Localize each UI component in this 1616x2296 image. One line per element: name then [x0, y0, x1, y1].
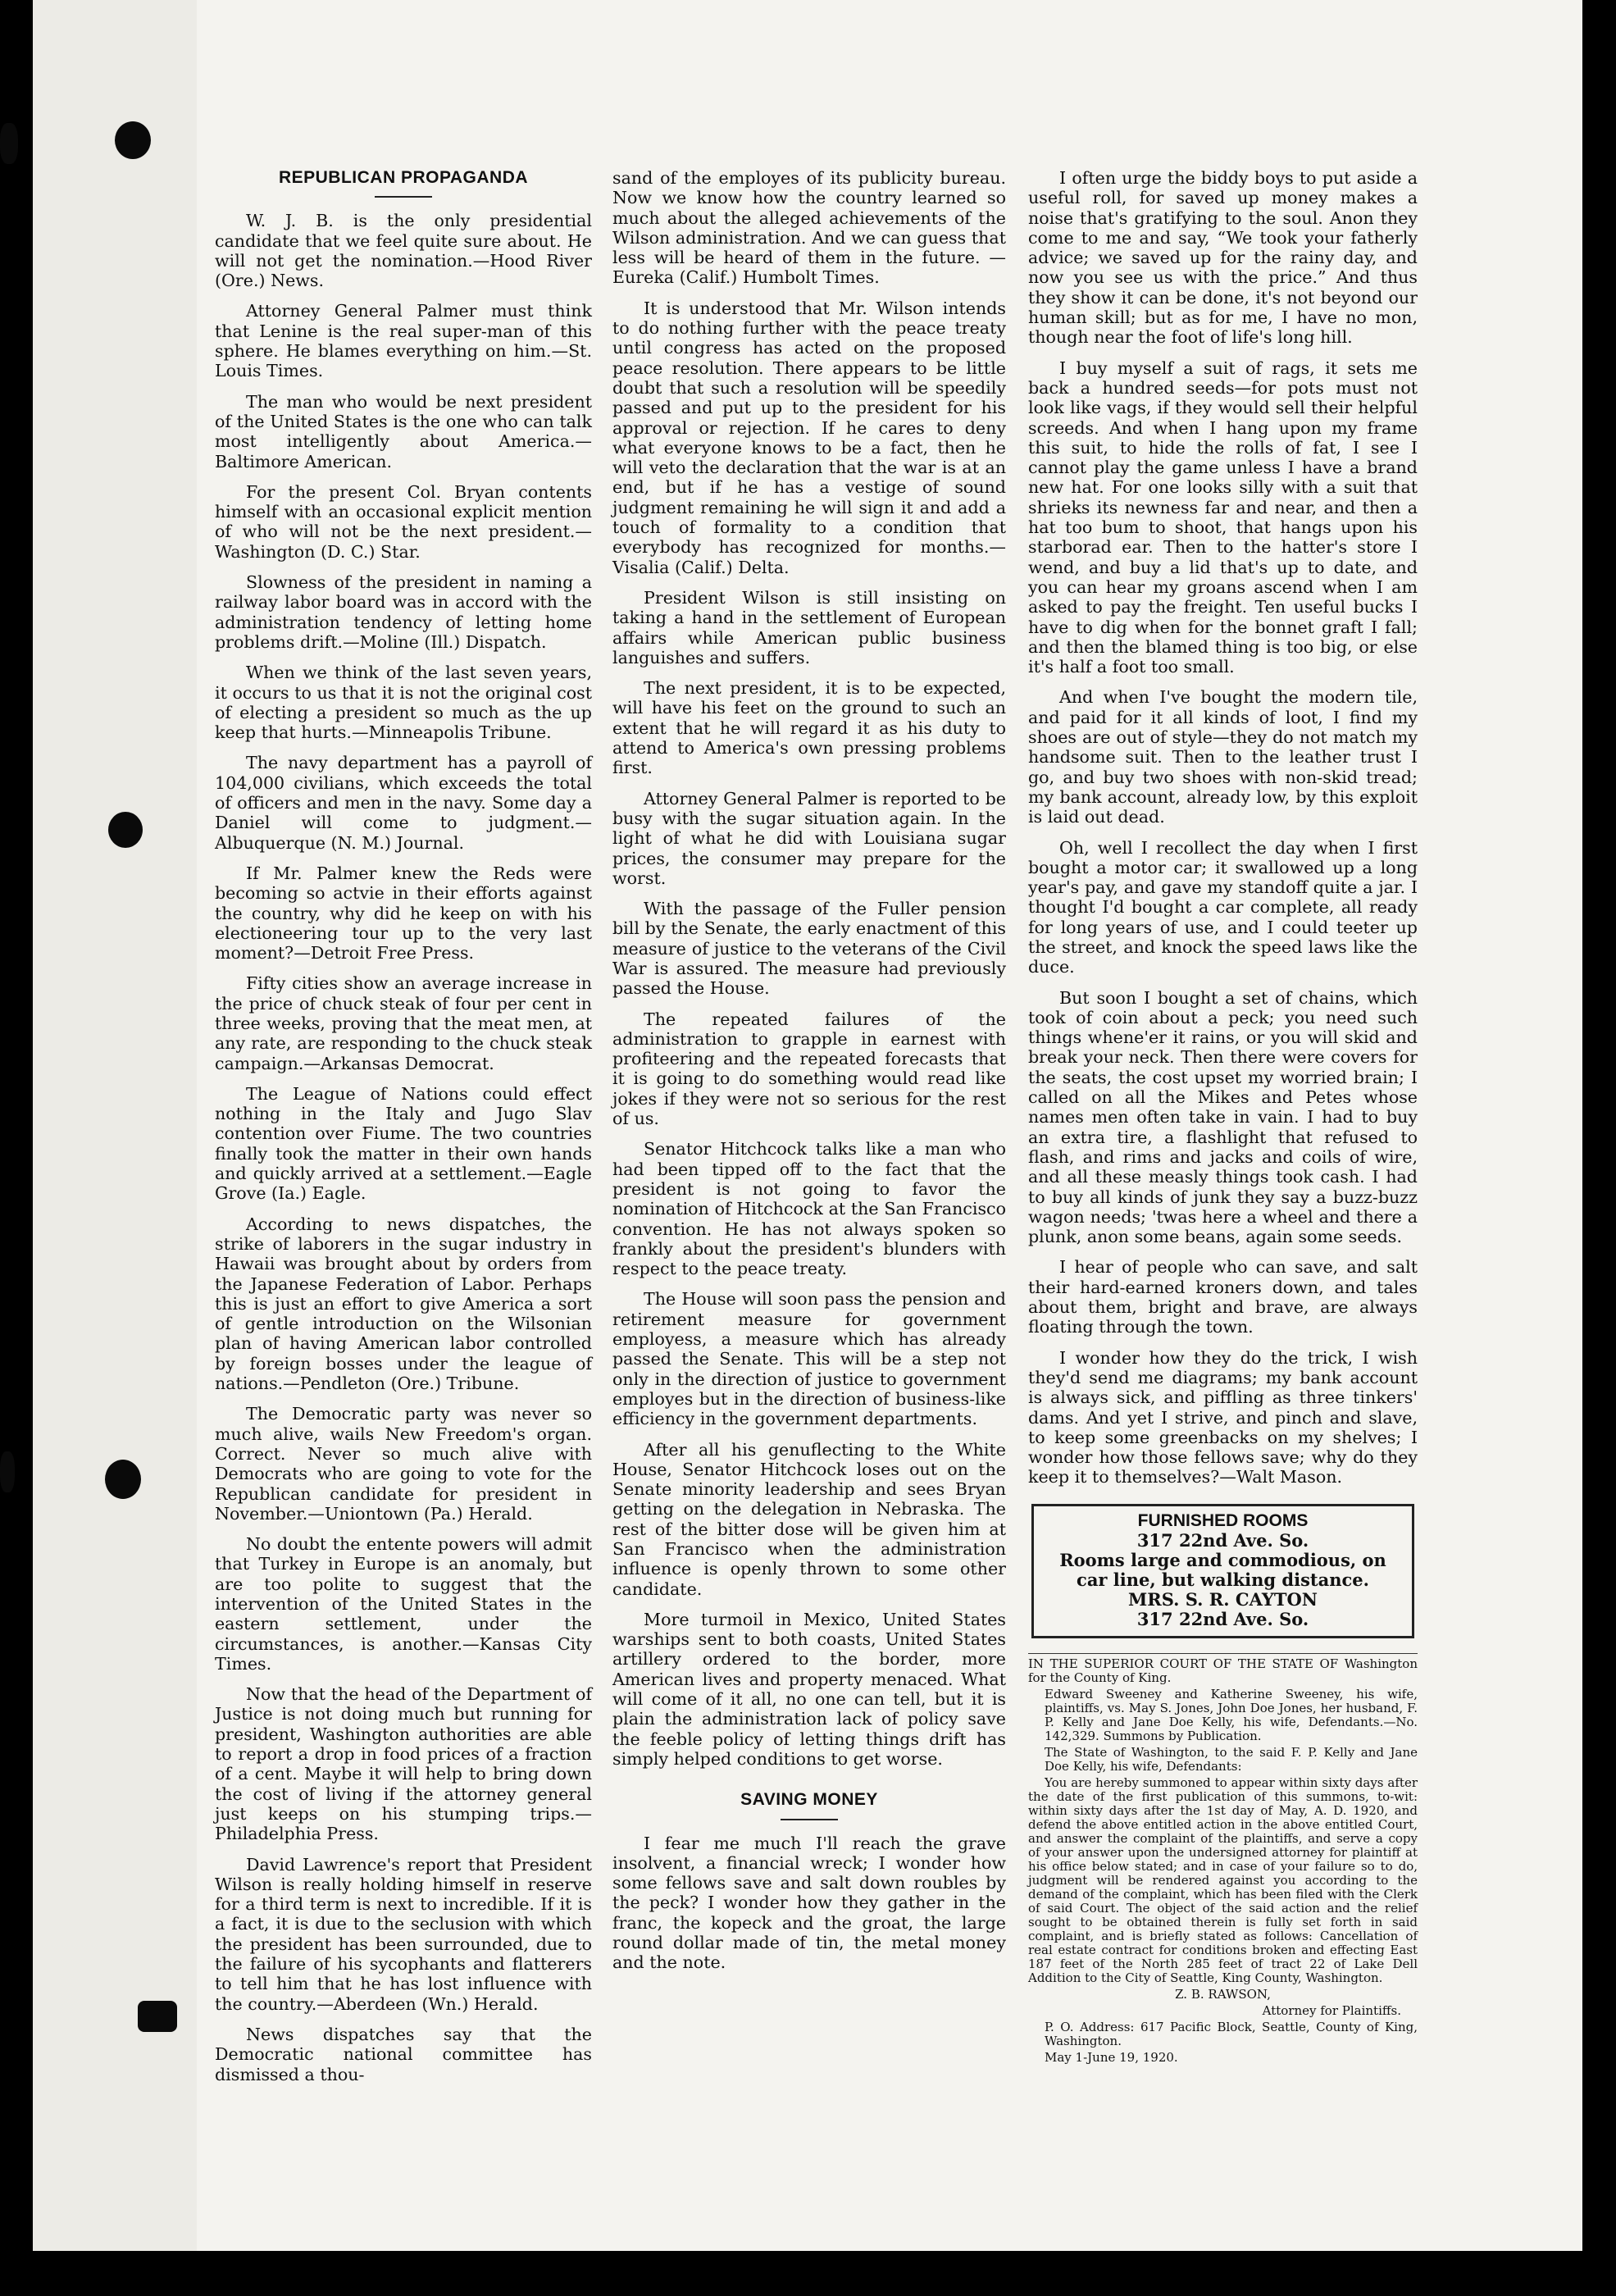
paragraph: I wonder how they do the trick, I wish they'd send me diagrams; my bank account is always sick, and piffling as three tinkers' dams. And yet I strive, and pinch and slave, to keep some greenbacks on my shelves; I wonder how those fellows save; why do they keep it to themselves?—Walt Mason. [1028, 1347, 1418, 1487]
paragraph: No doubt the entente powers will admit that Turkey in Europe is an anomaly, but are too polite to suggest that the intervention of the United States in the eastern settlement, under the circumstances, is another.—Kansas City Times. [215, 1534, 592, 1674]
column-2 [612, 168, 1006, 1984]
paragraph: When we think of the last seven years, it occurs to us that it is not the original cost of electing a president so much as the up keep that hurts.—Minneapolis Tribune. [215, 663, 592, 743]
legal-caption: Edward Sweeney and Katherine Sweeney, his wife, plaintiffs, vs. May S. Jones, John Doe Jones, her husband, F. P. Kelly and Jane Doe Kelly, his wife, Defendants.—No. 142,329. Summons by Publication. [1045, 1686, 1418, 1743]
paragraph: After all his genuflecting to the White House, Senator Hitchcock loses out on the Senate minority leadership and sees Bryan getting on the delegation in Nebraska. The rest of the bitter dose will be given him at San Francisco when the administration influence is openly thrown to some other candidate. [612, 1439, 1006, 1599]
paragraph: W. J. B. is the only presidential candidate that we feel quite sure about. He will not get the nomination.—Hood River (Ore.) News. [215, 211, 592, 291]
paragraph: And when I've bought the modern tile, and paid for it all kinds of loot, I find my shoes are out of style—they do not match my handsome suit. Then to the leather trust I go, and buy two shoes with non-skid tread; my bank account, already low, by this exploit is laid out dead. [1028, 687, 1418, 827]
paragraph: The next president, it is to be expected, will have his feet on the ground to such an extent that he will regard it as his duty to attend to America's own pressing problems first. [612, 678, 1006, 778]
paragraph: President Wilson is still insisting on taking a hand in the settlement of European affairs while American public business languishes and suffers. [612, 587, 1006, 667]
column-1 [215, 168, 592, 2095]
paragraph: The House will soon pass the pension and retirement measure for government employess, a measure which has already passed the Senate. This will be a step not only in the direction of justice to government employes but in the direction of business-like efficiency in the government departments. [612, 1289, 1006, 1429]
paragraph: I hear of people who can save, and salt their hard-earned kroners down, and tales about them, bright and brave, are always floating through the town. [1028, 1257, 1418, 1337]
legal-signer: Z. B. RAWSON, [1175, 1986, 1271, 2002]
furnished-rooms-ad [1031, 1504, 1414, 1638]
paragraph: Senator Hitchcock talks like a man who had been tipped off to the fact that the president is not going to favor the nomination of Hitchcock at the San Francisco convention. He has not always spoken so frankly about the president's blunders with respect to the peace treaty. [612, 1139, 1006, 1279]
paragraph: News dispatches say that the Democratic national committee has dismissed a thou- [215, 2024, 592, 2084]
paragraph: The Democratic party was never so much alive, wails New Freedom's organ. Correct. Never so much alive with Democrats who are going to vote for the Republican candidate for president in November.—Uniontown (Pa.) Herald. [215, 1404, 592, 1524]
paragraph: Now that the head of the Department of Justice is not doing much but running for president, Washington authorities are able to report a drop in food prices of a fraction of a cent. Maybe it will help to bring down the cost of living if the attorney general just keeps on his stumping trips.—Philadelphia Press. [215, 1684, 592, 1844]
legal-to: The State of Washington, to the said F. P. Kelly and Jane Doe Kelly, his wife, Defendants: [1045, 1744, 1418, 1774]
binding-hole [108, 812, 143, 848]
paragraph: Slowness of the president in naming a railway labor board was in accord with the administration tendency of letting home problems drift.—Moline (Ill.) Dispatch. [215, 572, 592, 652]
paragraph: It is understood that Mr. Wilson intends to do nothing further with the peace treaty until congress has acted on the proposed peace resolution. There appears to be little doubt that such a resolution will be speedily passed and put up to the president for his approval or rejection. If he cares to deny what everyone knows to be a fact, then he will veto the declaration that the war is at an end, but if he has a vestige of sound judgment remaining he will sign it and add a touch of formality to a condition that everybody has recognized for months.—Visalia (Calif.) Delta. [612, 298, 1006, 577]
paragraph: The repeated failures of the administration to grapple in earnest with profiteering and the repeated forecasts that it is going to do something would read like jokes if they were not so serious for the rest of us. [612, 1009, 1006, 1129]
paragraph: But soon I bought a set of chains, which took of coin about a peck; you need such things whene'er it rains, or you will skid and break your neck. Then there were covers for the seats, the cost upset my worried brain; I called on all the Mikes and Petes whose names men often take in vain. I had to buy an extra tire, a flashlight that refused to flash, and rims and jacks and coils of wire, and all these measly things took cash. I had to buy all kinds of junk they say a buzz-buzz wagon needs; 'twas here a wheel and there a plunk, anon some beans, again some seeds. [1028, 987, 1418, 1247]
legal-po-address: P. O. Address: 617 Pacific Block, Seattle, County of King, Washington. [1045, 2019, 1418, 2048]
paragraph: Attorney General Palmer must think that Lenine is the real super-man of this sphere. He blames everything on him.—St. Louis Times. [215, 301, 592, 381]
legal-attorney: Attorney for Plaintiffs. [1262, 2002, 1401, 2018]
headline-republican-propaganda: REPUBLICAN PROPAGANDA [278, 168, 529, 187]
paragraph: Oh, well I recollect the day when I first bought a motor car; it swallowed up a long year's pay, and gave my standoff quite a jar. I thought I'd bought a car complete, all ready for long years of use, and I could teeter up the street, and knock the speed laws like the duce. [1028, 837, 1418, 977]
paragraph: For the present Col. Bryan contents himself with an occasional explicit mention of who will not be the next president.—Washington (D. C.) Star. [215, 481, 592, 562]
paragraph: Fifty cities show an average increase in the price of chuck steak of four per cent in three weeks, proving that the meat men, at any rate, are responding to the chuck steak campaign.—Arkansas Democrat. [215, 973, 592, 1073]
paragraph: I often urge the biddy boys to put aside a useful roll, for saved up money makes a noise that's gratifying to the soul. Anon they come to me and say, “We took your fatherly advice; we saved up for the rainy day, and now you see us with the price.” And thus they show it can be done, it's not beyond our human skill; but as for me, I have no mon, though near the foot of life's long hill. [1028, 168, 1418, 348]
headline-rule [781, 1819, 838, 1820]
ad-title: FURNISHED ROOMS [1137, 1510, 1309, 1530]
edge-blot [0, 1451, 15, 1492]
paragraph: Attorney General Palmer is reported to be busy with the sugar situation again. In the light of what he did with Louisiana sugar prices, the consumer may prepare for the worst. [612, 788, 1006, 888]
paragraph: The navy department has a payroll of 104,000 civilians, which exceeds the total of officers and men in the navy. Some day a Daniel will come to judgment.—Albuquerque (N. M.) Journal. [215, 753, 592, 853]
binding-hole [138, 2001, 177, 2032]
edge-blot [0, 123, 18, 164]
page-margin [33, 0, 197, 2251]
ad-address-2: 317 22nd Ave. So. [1136, 1608, 1309, 1629]
binding-hole [115, 121, 151, 159]
ad-body: Rooms large and commodious, on car line, but walking distance. [1059, 1549, 1386, 1590]
legal-notice-summons [1028, 1653, 1418, 2065]
paragraph: sand of the employes of its publicity bureau. Now we know how the country learned so much about the alleged achievements of the Wilson administration. And we can guess that less will be heard of them in the future. —Eureka (Calif.) Humbolt Times. [612, 168, 1006, 288]
paragraph: According to news dispatches, the strike of laborers in the sugar industry in Hawaii was brought about by orders from the Japanese Federation of Labor. Perhaps this is just an effort to give America a sort of gentle introduction on the Wilsonian plan of having American labor controlled by foreign bosses under the league of nations.—Pendleton (Ore.) Tribune. [215, 1214, 592, 1394]
binding-hole [105, 1460, 141, 1499]
paragraph: The League of Nations could effect nothing in the Italy and Jugo Slav contention over Fiume. The two countries finally took the matter in their own hands and quickly arrived at a settlement.—Eagle Grove (Ia.) Eagle. [215, 1083, 592, 1204]
paragraph: I buy myself a suit of rags, it sets me back a hundred seeds—for pots must not look like vags, if they would sell their helpful screeds. And when I hang upon my frame this suit, to hide the rolls of fat, I see I cannot play the game unless I have a brand new hat. For one looks silly with a suit that shrieks its newness far and near, and then a hat too bum to shoot, that hangs upon his starborad ear. Then to the hatter's store I wend, and buy a lid that's up to date, and you can hear my groans ascend when I am asked to pay the freight. Ten useful bucks I have to dig when for the bonnet graft I fall; and then the blamed thing is too big, or else it's half a foot too small. [1028, 358, 1418, 677]
paragraph: If Mr. Palmer knew the Reds were becoming so actvie in their efforts against the country, why did he keep on with his electioneering tour up to the very last moment?—Detroit Free Press. [215, 863, 592, 963]
ad-name: MRS. S. R. CAYTON [1128, 1588, 1318, 1610]
paragraph: I fear me much I'll reach the grave insolvent, a financial wreck; I wonder how some fellows save and salt down roubles by the peck? I wonder how they gather in the franc, the kopeck and the groat, the large round dollar made of tin, the metal money and the note. [612, 1833, 1006, 1973]
ad-address: 317 22nd Ave. So. [1136, 1529, 1309, 1551]
legal-body: You are hereby summoned to appear within sixty days after the date of the first publication of this summons, to-wit: within sixty days after the 1st day of May, A. D. 1920, and defend the above entitled action in the above entitled Court, and answer the complaint of the plaintiffs, and serve a copy of your answer upon the undersigned attorney for plaintiff at his office below stated; and in case of your failure so to do, judgment will be rendered against you according to the demand of the complaint, which has been filed with the Clerk of said Court. The object of the said action and the relief sought to be obtained therein is fully set forth in said complaint, and is briefly stated as follows: Cancellation of real estate contract for conditions broken and effecting East 187 feet of the North 285 feet of tract 22 of Lake Dell Addition to the City of Seattle, King County, Washington. [1028, 1774, 1418, 1985]
paragraph: More turmoil in Mexico, United States warships sent to both coasts, United States artillery ordered to the border, more American lives and property menaced. What will come of it all, no one can tell, but it is plain the administration lack of policy save the feeble policy of letting things drift has simply helped conditions to get worse. [612, 1609, 1006, 1769]
paragraph: With the passage of the Fuller pension bill by the Senate, the early enactment of this measure of justice to the veterans of the Civil War is assured. The measure had previously passed the House. [612, 899, 1006, 999]
headline-rule [375, 196, 432, 198]
paragraph: The man who would be next president of the United States is the one who can talk most intelligently about America.—Baltimore American. [215, 391, 592, 472]
paragraph: David Lawrence's report that President Wilson is really holding himself in reserve for a third term is next to incredible. If it is a fact, it is due to the seclusion with which the president has been surrounded, due to the failure of his sycophants and flatterers to tell him that he has lost influence with the country.—Aberdeen (Wn.) Herald. [215, 1854, 592, 2014]
headline-saving-money: SAVING MONEY [740, 1790, 878, 1810]
legal-dates: May 1-June 19, 1920. [1045, 2049, 1178, 2065]
column-3 [1028, 168, 1418, 2067]
legal-court: IN THE SUPERIOR COURT OF THE STATE OF Washington for the County of King. [1028, 1656, 1418, 1685]
